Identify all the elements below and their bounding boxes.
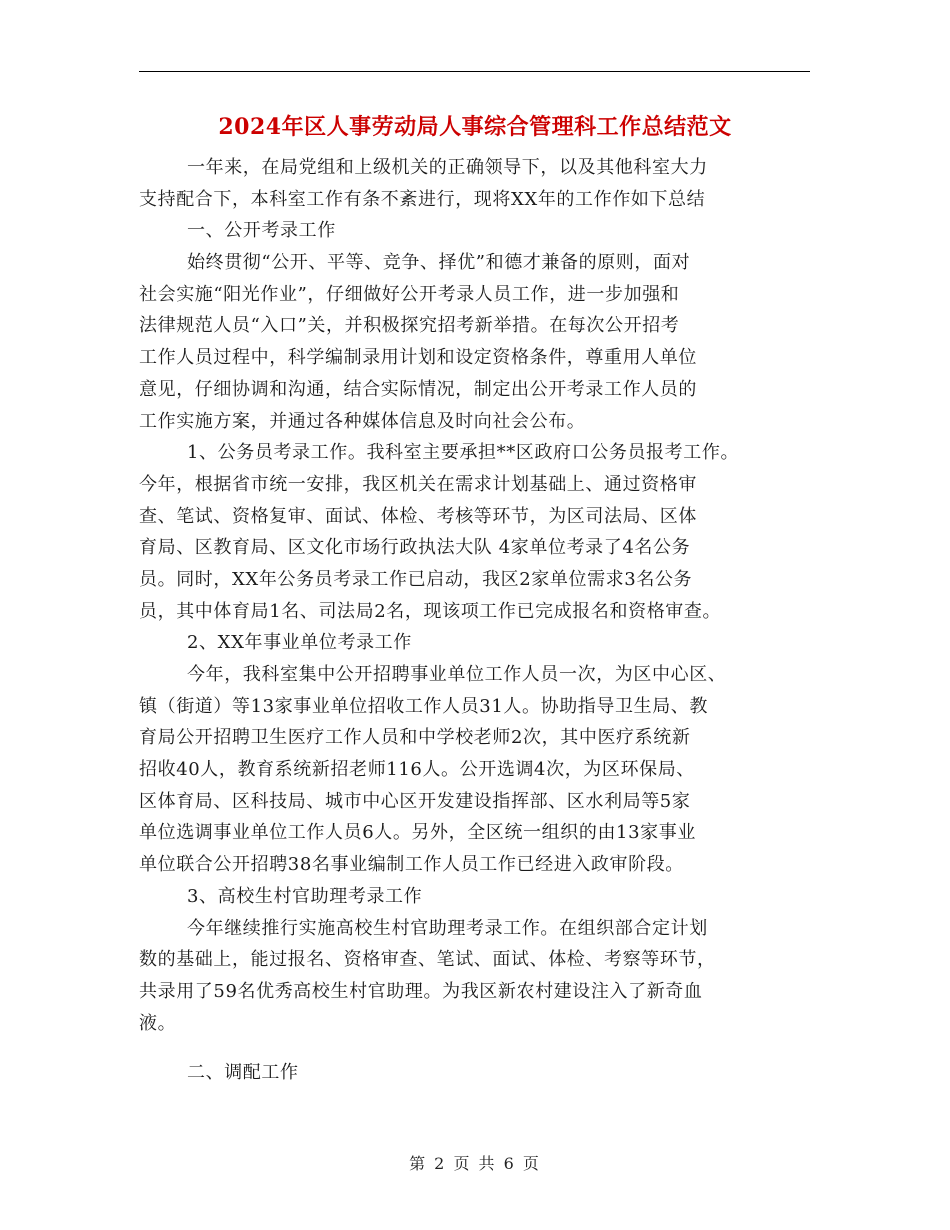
paragraph-line: 1、公务员考录工作。我科室主要承担**区政府口公务员报考工作。 [187,442,740,464]
paragraph-line: 支持配合下，本科室工作有条不紊进行，现将XX年的工作作如下总结 [139,188,706,210]
paragraph-line: 区体育局、区科技局、城市中心区开发建设指挥部、区水利局等5家 [139,790,691,812]
paragraph-line: 意见，仔细协调和沟通，结合实际情况，制定出公开考录工作人员的 [139,378,697,400]
paragraph-line: 单位联合公开招聘38名事业编制工作人员工作已经进入政审阶段。 [139,854,684,876]
page-number: 第 2 页 共 6 页 [409,1154,541,1173]
paragraph-line: 单位选调事业单位工作人员6人。另外，全区统一组织的由13家事业 [139,822,696,844]
paragraph-line: 员。同时，XX年公务员考录工作已启动，我区2家单位需求3名公务 [139,568,693,590]
paragraph-line: 育局、区教育局、区文化市场行政执法大队 4家单位考录了4名公务 [139,537,691,559]
paragraph-line: 一年来，在局党组和上级机关的正确领导下，以及其他科室大力 [187,157,708,178]
document-body [139,152,819,1089]
paragraph-line: 工作人员过程中，科学编制录用计划和设定资格条件，尊重用人单位 [139,347,697,369]
paragraph-line: 数的基础上，能过报名、资格审查、笔试、面试、体检、考察等环节， [139,949,716,971]
paragraph-line: 育局公开招聘卫生医疗工作人员和中学校老师2次，其中医疗系统新 [139,727,691,749]
subsection-heading: 3、高校生村官助理考录工作 [187,885,423,907]
section-heading: 一、公开考录工作 [187,220,336,242]
paragraph-line: 今年，根据省市统一安排，我区机关在需求计划基础上、通过资格审 [139,473,697,495]
paragraph-line: 始终贯彻“公开、平等、竞争、择优”和德才兼备的原则，面对 [187,252,691,274]
header-rule [139,71,810,72]
paragraph-line: 查、笔试、资格复审、面试、体检、考核等环节，为区司法局、区体 [139,505,697,527]
paragraph-line: 今年继续推行实施高校生村官助理考录工作。在组织部合定计划 [187,917,708,939]
paragraph-line: 法律规范人员“入口”关，并积极探究招考新举措。在每次公开招考 [139,315,680,337]
paragraph-line: 液。 [139,1012,177,1034]
paragraph-line: 共录用了59名优秀高校生村官助理。为我区新农村建设注入了新奇血 [139,980,703,1002]
section-heading: 二、调配工作 [187,1062,299,1084]
paragraph-line: 工作实施方案，并通过各种媒体信息及时向社会公布。 [139,410,586,432]
paragraph-line: 社会实施“阳光作业”，仔细做好公开考录人员工作，进一步加强和 [139,283,680,305]
paragraph-line: 今年，我科室集中公开招聘事业单位工作人员一次，为区中心区、 [187,664,727,685]
paragraph-gap [139,1039,819,1057]
paragraph-line: 招收40人，教育系统新招老师116人。公开选调4次，为区环保局、 [139,759,695,781]
paragraph-line: 员，其中体育局1名、司法局2名，现该项工作已完成报名和资格审查。 [139,600,722,622]
subsection-heading: 2、XX年事业单位考录工作 [187,632,412,654]
document-title: 2024年区人事劳动局人事综合管理科工作总结范文 [218,114,732,140]
paragraph-line: 镇（街道）等13家事业单位招收工作人员31人。协助指导卫生局、教 [139,695,709,717]
